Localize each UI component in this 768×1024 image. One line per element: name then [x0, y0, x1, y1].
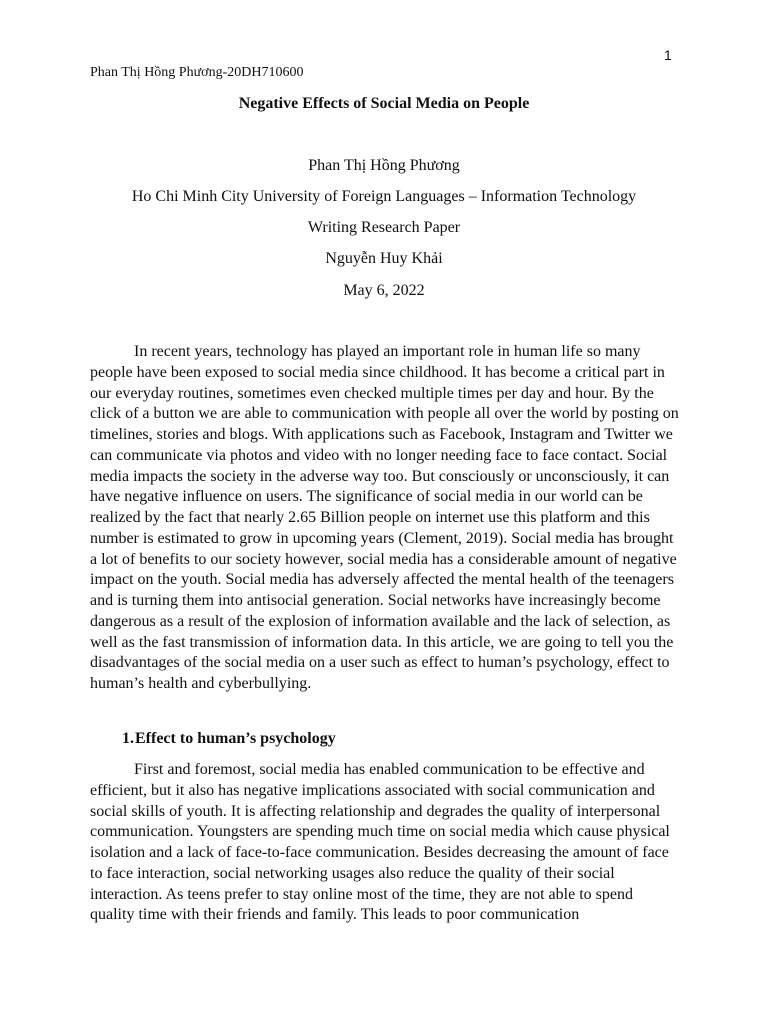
paper-title: Negative Effects of Social Media on People	[238, 95, 530, 112]
section-body	[90, 760, 680, 926]
section-title: Effect to human’s psychology	[135, 730, 336, 747]
running-head: Phan Thị Hồng Phương-20DH710600	[90, 65, 304, 80]
course-name: Writing Research Paper	[307, 219, 461, 236]
page-number: 1	[664, 47, 672, 63]
author-name: Phan Thị Hồng Phương	[308, 157, 460, 174]
paper-date: May 6, 2022	[343, 282, 425, 299]
section-number: 1.	[122, 730, 134, 747]
intro-section	[90, 342, 680, 695]
institution: Ho Chi Minh City University of Foreign Languages – Information Technology	[131, 188, 637, 205]
instructor-name: Nguyễn Huy Khải	[325, 250, 443, 267]
intro-paragraph: In recent years, technology has played an important role in human life so many people have been exposed to social media since childhood. It has become a critical part in our everyday routines, sometimes even checked multiple times per day and hour. By the click of a button we are able to communication with people all over the world by posting on timelines, stories and blogs. With applications such as Facebook, Instagram and Twitter we can communicate via photos and video with no longer needing face to face contact. Social media impacts the society in the adverse way too. But consciously or unconsciously, it can have negative influence on users. The significance of social media in our world can be realized by the fact that nearly 2.65 Billion people on internet use this platform and this number is estimated to grow in upcoming years (Clement, 2019). Social media has brought a lot of benefits to our society however, social media has a considerable amount of negative impact on the youth. Social media has adversely affected the mental health of the teenagers and is turning them into antisocial generation. Social networks have increasingly become dangerous as a result of the explosion of information available and the lack of selection, as well as the fast transmission of information data. In this article, we are going to tell you the disadvantages of the social media on a user such as effect to human’s psychology, effect to human’s health and cyberbullying.	[90, 343, 679, 692]
section-paragraph: First and foremost, social media has enabled communication to be effective and efficient, but it also has negative implications associated with social communication and social skills of youth. It is affecting relationship and degrades the quality of interpersonal communication. Youngsters are spending much time on social media which cause physical isolation and a lack of face-to-face communication. Besides decreasing the amount of face to face interaction, social networking usages also reduce the quality of their social interaction. As teens prefer to stay online most of the time, they are not able to spend quality time with their friends and family. This leads to poor communication	[90, 761, 670, 924]
section-heading	[90, 729, 680, 749]
